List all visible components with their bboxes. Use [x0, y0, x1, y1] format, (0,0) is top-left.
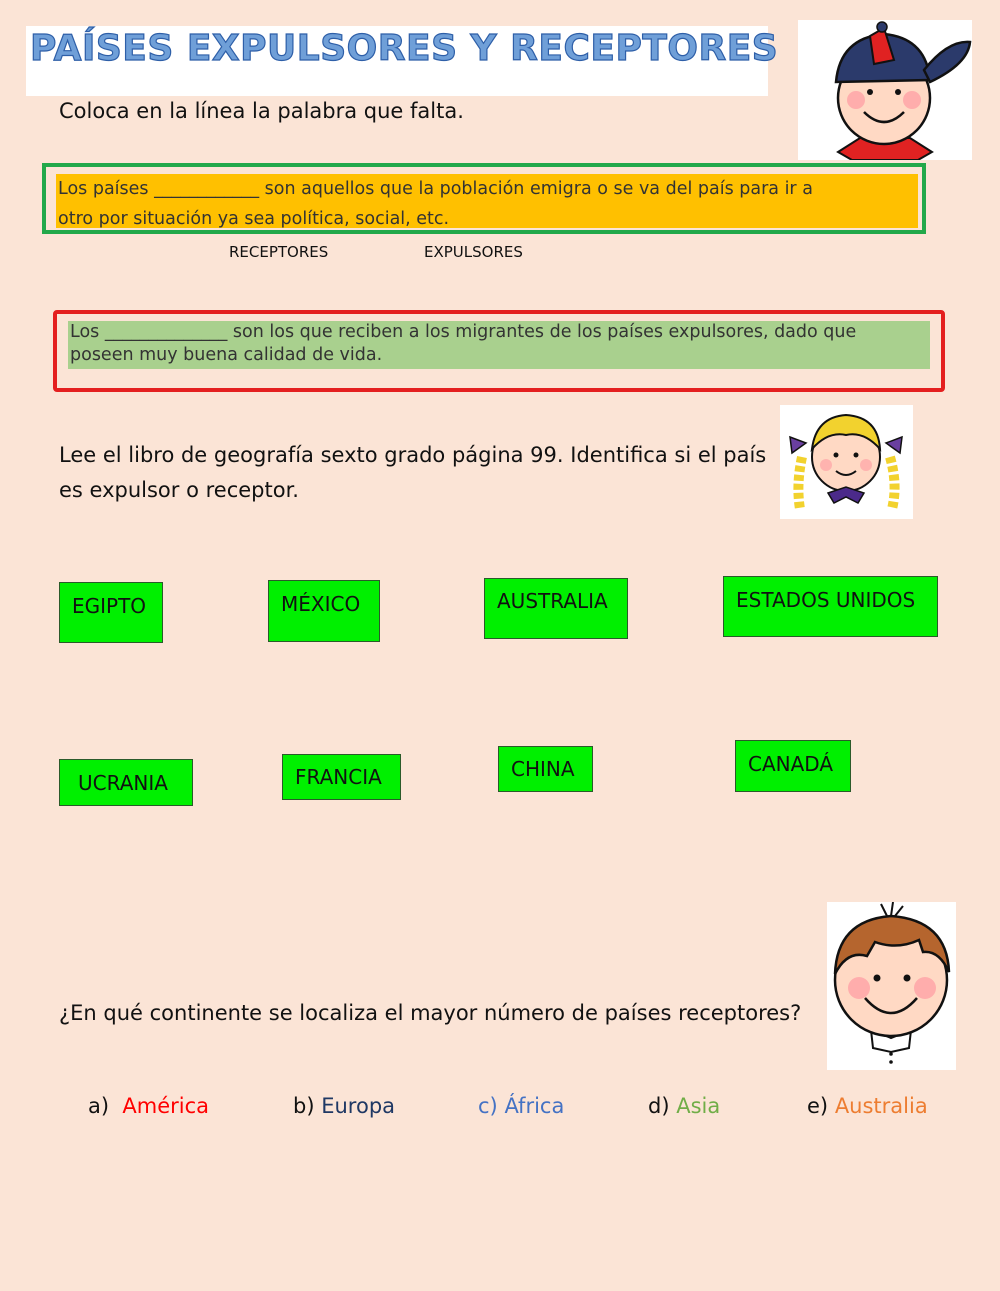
answer-option-d[interactable]: [648, 1094, 720, 1118]
fill-sentence-1: [56, 174, 918, 228]
boy-with-brown-hair-icon: [827, 902, 956, 1070]
country-chip-australia[interactable]: AUSTRALIA: [484, 578, 628, 639]
option-text-australia: Australia: [834, 1094, 928, 1118]
country-chip-estados-unidos[interactable]: ESTADOS UNIDOS: [723, 576, 938, 637]
country-chip-china[interactable]: CHINA: [498, 746, 593, 792]
country-chip-mexico[interactable]: MÉXICO: [268, 580, 380, 642]
fill-sentence-1-line-2: otro por situación ya sea política, social, etc.: [58, 209, 450, 228]
instruction-identify-line-1: Lee el libro de geografía sexto grado página 99. Identifica si el país: [59, 443, 767, 467]
country-chip-canada[interactable]: CANADÁ: [735, 740, 851, 792]
option-text-asia: Asia: [676, 1094, 721, 1118]
answer-option-c[interactable]: [478, 1094, 564, 1118]
question-continent: ¿En qué continente se localiza el mayor número de países receptores?: [59, 1001, 802, 1025]
boy-with-cap-icon: [798, 20, 972, 160]
answer-option-a[interactable]: [88, 1094, 209, 1118]
option-letter-e: e): [807, 1094, 829, 1118]
country-chip-ucrania[interactable]: UCRANIA: [59, 759, 193, 806]
option-text-europa: Europa: [321, 1094, 396, 1118]
instruction-fill-blank: Coloca en la línea la palabra que falta.: [59, 99, 464, 123]
word-option-receptores[interactable]: RECEPTORES: [229, 243, 329, 261]
option-text-america: América: [122, 1094, 210, 1118]
country-chip-egipto[interactable]: EGIPTO: [59, 582, 163, 643]
answer-option-b[interactable]: [293, 1094, 395, 1118]
option-letter-a: a): [88, 1094, 110, 1118]
word-option-expulsores[interactable]: EXPULSORES: [424, 243, 523, 261]
option-letter-b: b): [293, 1094, 315, 1118]
fill-sentence-1-line-1: Los países ____________ son aquellos que la población emigra o se va del país para ir a: [58, 179, 813, 199]
fill-sentence-2-line-2: poseen muy buena calidad de vida.: [70, 345, 383, 365]
girl-with-braids-icon: [780, 405, 913, 519]
instruction-identify-line-2: es expulsor o receptor.: [59, 478, 299, 502]
option-letter-c: c): [478, 1094, 498, 1118]
country-chip-francia[interactable]: FRANCIA: [282, 754, 401, 800]
instruction-identify: [59, 438, 769, 508]
answer-option-e[interactable]: [807, 1094, 928, 1118]
fill-sentence-2: [68, 321, 930, 369]
page-title: PAÍSES EXPULSORES Y RECEPTORES: [30, 28, 779, 69]
option-letter-d: d): [648, 1094, 670, 1118]
fill-sentence-2-line-1: Los ______________ son los que reciben a los migrantes de los países expulsores, dado que: [70, 322, 857, 342]
option-text-africa: África: [504, 1094, 565, 1118]
